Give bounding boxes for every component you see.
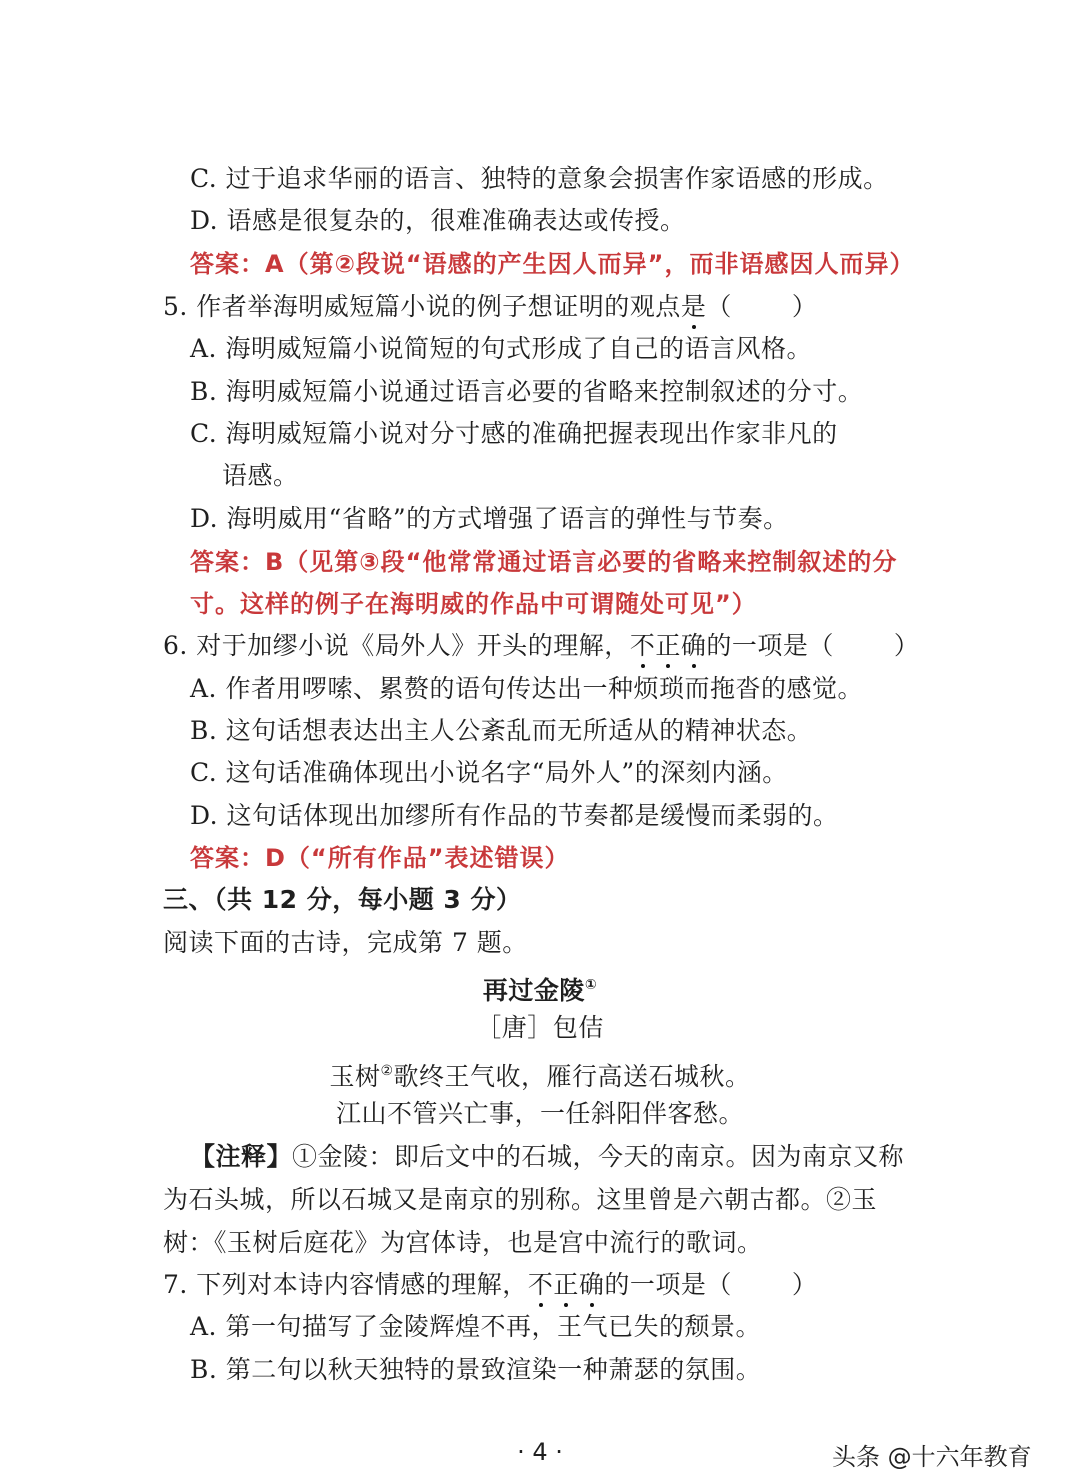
q7-stem: [163, 1268, 817, 1302]
page-number: · 4 ·: [517, 1438, 563, 1466]
emphasis-char: 确: [578, 1270, 605, 1299]
q4-option-c: C. 过于追求华丽的语言、独特的意象会损害作家语感的形成。: [190, 164, 889, 193]
notes-text: ①金陵：即后文中的石城，今天的南京。因为南京又称: [292, 1142, 905, 1171]
q5-stem: [163, 290, 817, 324]
notes-line-2: 为石头城，所以石城又是南京的别称。这里曾是六朝古都。②玉: [163, 1185, 878, 1214]
emphasis-char: 确: [680, 631, 707, 660]
q6-stem-close: ）: [893, 631, 920, 660]
emphasis-char: 是: [680, 292, 707, 321]
section-three-intro: 阅读下面的古诗，完成第 7 题。: [163, 928, 528, 957]
q4-answer: 答案：A（第②段说“语感的产生因人而异”，而非语感因人而异）: [190, 250, 915, 278]
poem-line-2: 江山不管兴亡事，一任斜阳伴客愁。: [335, 1099, 744, 1128]
q6-option-c: C. 这句话准确体现出小说名字“局外人”的深刻内涵。: [190, 758, 788, 787]
emphasis-char: 正: [655, 631, 681, 660]
q7-stem-text: 7. 下列对本诗内容情感的理解，: [163, 1270, 528, 1299]
q5-stem-text: 5. 作者举海明威短篇小说的例子想证明的观点: [163, 292, 681, 321]
poem-line-1: [0, 1054, 1080, 1094]
emphasis-char: 正: [553, 1270, 579, 1299]
q5-option-c-cont: 语感。: [222, 461, 299, 490]
q5-answer-line1: 答案：B（见第③段“他常常通过语言必要的省略来控制叙述的分: [190, 548, 898, 576]
q5-option-a: A. 海明威短篇小说简短的句式形成了自己的语言风格。: [190, 334, 812, 363]
poem-title: [0, 968, 1080, 1008]
q6-stem-text: 6. 对于加缪小说《局外人》开头的理解，: [163, 631, 630, 660]
q5-answer-line2: 寸。这样的例子在海明威的作品中可谓随处可见”）: [190, 590, 757, 618]
q7-stem-paren: 的一项是（: [604, 1270, 732, 1299]
q5-option-d: D. 海明威用“省略”的方式增强了语言的弹性与节奏。: [190, 504, 789, 533]
q4-option-d: D. 语感是很复杂的，很难准确表达或传授。: [190, 206, 686, 235]
notes-label: 【注释】: [190, 1142, 293, 1171]
notes-line-3: 树：《玉树后庭花》为宫体诗，也是宫中流行的歌词。: [163, 1228, 763, 1257]
footnote-marker: ②: [380, 1063, 394, 1079]
q7-option-b: B. 第二句以秋天独特的景致渲染一种萧瑟的氛围。: [190, 1355, 762, 1384]
q5-stem-paren: （: [706, 292, 732, 321]
q6-stem: [163, 629, 919, 663]
emphasis-char: 不: [629, 631, 656, 660]
q5-option-b: B. 海明威短篇小说通过语言必要的省略来控制叙述的分寸。: [190, 377, 864, 406]
q6-stem-paren: 的一项是（: [706, 631, 834, 660]
q7-option-a: A. 第一句描写了金陵辉煌不再，王气已失的颓景。: [190, 1312, 761, 1341]
poem-author: ［唐］包佶: [476, 1013, 604, 1042]
q6-option-b: B. 这句话想表达出主人公紊乱而无所适从的精神状态。: [190, 716, 813, 745]
q6-option-a: A. 作者用啰嗦、累赘的语句传达出一种烦琐而拖沓的感觉。: [190, 674, 863, 703]
watermark: 头条 @十六年教育: [832, 1443, 1032, 1471]
emphasis-char: 不: [527, 1270, 554, 1299]
poem-title-text: 再过金陵: [482, 976, 585, 1005]
poem-line-1-b: 歌终王气收，雁行高送石城秋。: [393, 1062, 751, 1091]
q7-stem-close: ）: [791, 1270, 818, 1299]
poem-line-1-a: 玉树: [329, 1062, 381, 1091]
footnote-marker: ①: [584, 977, 598, 993]
q6-answer: 答案：D（“所有作品”表述错误）: [190, 844, 570, 872]
notes-line-1: [190, 1140, 904, 1174]
q5-option-c: C. 海明威短篇小说对分寸感的准确把握表现出作家非凡的: [190, 419, 838, 448]
q5-stem-close: ）: [791, 292, 818, 321]
q6-option-d: D. 这句话体现出加缪所有作品的节奏都是缓慢而柔弱的。: [190, 801, 839, 830]
section-three-heading: 三、（共 12 分，每小题 3 分）: [163, 885, 522, 914]
